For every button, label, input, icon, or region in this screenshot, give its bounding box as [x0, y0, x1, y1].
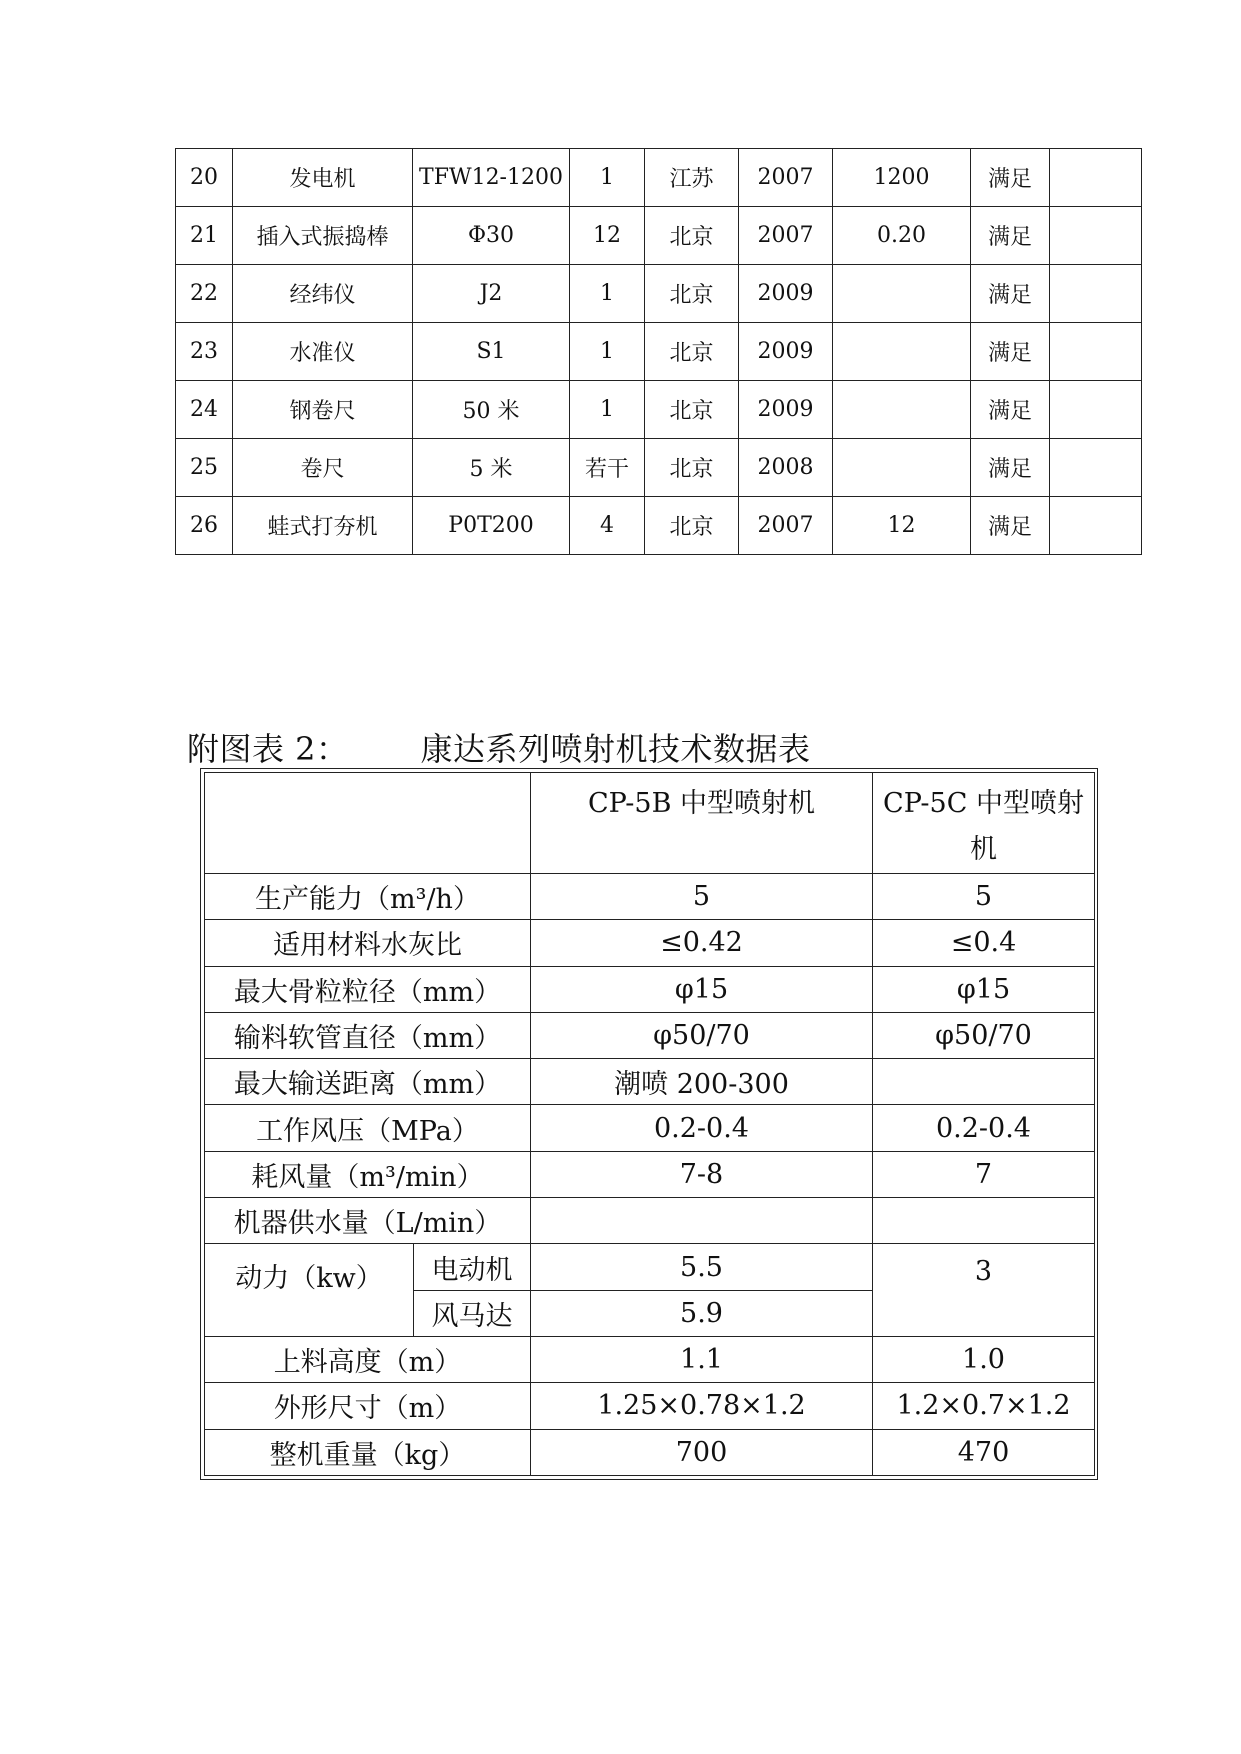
cell-qty: 若干 [570, 439, 645, 497]
table-row [205, 874, 1095, 920]
table-row [176, 381, 1142, 439]
cell-name: 水准仪 [233, 323, 413, 381]
table-row [205, 966, 1095, 1012]
cell-power: 0.20 [833, 207, 971, 265]
table-row [205, 1244, 1095, 1290]
cell-qty: 1 [570, 265, 645, 323]
row-label: 耗风量（m³/min） [205, 1151, 531, 1197]
cell-power: 12 [833, 497, 971, 555]
cell-cp5c: 0.2-0.4 [873, 1105, 1095, 1151]
cell-cp5b: φ15 [531, 966, 873, 1012]
power-label: 动力（kw） [205, 1244, 414, 1337]
table-row [176, 497, 1142, 555]
cell-year: 2007 [739, 207, 833, 265]
cell-power: 1200 [833, 149, 971, 207]
cell-cp5c [873, 1198, 1095, 1244]
cell-cp5b: 1.25×0.78×1.2 [531, 1383, 873, 1429]
cell-power [833, 323, 971, 381]
cell-cp5b: φ50/70 [531, 1012, 873, 1058]
cell-cp5b: 1.1 [531, 1336, 873, 1382]
cell-model: TFW12-1200 [413, 149, 570, 207]
cell-cp5b: 7-8 [531, 1151, 873, 1197]
cell-cp5c: 7 [873, 1151, 1095, 1197]
cell-note [1050, 497, 1142, 555]
row-label: 最大输送距离（mm） [205, 1059, 531, 1105]
row-label: 机器供水量（L/min） [205, 1198, 531, 1244]
cell-cp5c: 1.2×0.7×1.2 [873, 1383, 1095, 1429]
table-row [205, 1429, 1095, 1475]
cell-status: 满足 [971, 381, 1050, 439]
cell-year: 2009 [739, 381, 833, 439]
cell-model: P0T200 [413, 497, 570, 555]
table-row [205, 1336, 1095, 1382]
cell-qty: 4 [570, 497, 645, 555]
cell-cp5b: 700 [531, 1429, 873, 1475]
cell-status: 满足 [971, 207, 1050, 265]
caption-label: 附图表 2： [187, 730, 349, 768]
cell-cp5c: ≤0.4 [873, 920, 1095, 966]
table-row [176, 323, 1142, 381]
cell-origin: 北京 [645, 497, 739, 555]
cell-origin: 北京 [645, 439, 739, 497]
cell-note [1050, 207, 1142, 265]
cell-year: 2009 [739, 323, 833, 381]
row-label: 最大骨粒粒径（mm） [205, 966, 531, 1012]
cell-cp5c: 1.0 [873, 1336, 1095, 1382]
table-row [176, 207, 1142, 265]
table-row [176, 439, 1142, 497]
cell-cp5c: 5 [873, 874, 1095, 920]
cell-status: 满足 [971, 323, 1050, 381]
cell-origin: 江苏 [645, 149, 739, 207]
cell-note [1050, 381, 1142, 439]
cell-qty: 12 [570, 207, 645, 265]
cell-cp5b [531, 1198, 873, 1244]
cell-year: 2008 [739, 439, 833, 497]
cell-cp5b: 0.2-0.4 [531, 1105, 873, 1151]
cell-model: J2 [413, 265, 570, 323]
row-label: 生产能力（m³/h） [205, 874, 531, 920]
cell-qty: 1 [570, 323, 645, 381]
cell-power [833, 439, 971, 497]
table-caption [187, 724, 811, 770]
cell-qty: 1 [570, 149, 645, 207]
cell-model: 5 米 [413, 439, 570, 497]
cell-no: 25 [176, 439, 233, 497]
row-label: 整机重量（kg） [205, 1429, 531, 1475]
table-row [205, 1198, 1095, 1244]
cell-note [1050, 439, 1142, 497]
table-row [176, 149, 1142, 207]
cell-origin: 北京 [645, 323, 739, 381]
cell-cp5b: 5.5 [531, 1244, 873, 1290]
cell-origin: 北京 [645, 265, 739, 323]
cell-cp5b: 潮喷 200-300 [531, 1059, 873, 1105]
header-cp5b: CP-5B 中型喷射机 [531, 773, 873, 874]
table-row [205, 920, 1095, 966]
row-label: 输料软管直径（mm） [205, 1012, 531, 1058]
cell-model: Φ30 [413, 207, 570, 265]
caption-title: 康达系列喷射机技术数据表 [420, 730, 811, 768]
row-label: 外形尺寸（m） [205, 1383, 531, 1429]
power-air-motor-label: 风马达 [414, 1290, 531, 1336]
cell-status: 满足 [971, 497, 1050, 555]
spec-table [204, 772, 1095, 1476]
cell-power [833, 265, 971, 323]
cell-cp5b: ≤0.42 [531, 920, 873, 966]
cell-origin: 北京 [645, 381, 739, 439]
cell-cp5c [873, 1059, 1095, 1105]
cell-no: 24 [176, 381, 233, 439]
cell-no: 20 [176, 149, 233, 207]
cell-qty: 1 [570, 381, 645, 439]
cell-origin: 北京 [645, 207, 739, 265]
cell-no: 21 [176, 207, 233, 265]
cell-no: 23 [176, 323, 233, 381]
cell-cp5c: φ50/70 [873, 1012, 1095, 1058]
cell-note [1050, 265, 1142, 323]
equipment-table [175, 148, 1142, 555]
table-row [205, 1105, 1095, 1151]
cell-cp5c: 3 [873, 1244, 1095, 1337]
spec-table-frame [200, 768, 1098, 1480]
cell-power [833, 381, 971, 439]
cell-status: 满足 [971, 149, 1050, 207]
row-label: 适用材料水灰比 [205, 920, 531, 966]
cell-name: 钢卷尺 [233, 381, 413, 439]
cell-name: 卷尺 [233, 439, 413, 497]
cell-cp5b: 5 [531, 874, 873, 920]
cell-year: 2009 [739, 265, 833, 323]
cell-year: 2007 [739, 497, 833, 555]
row-label: 上料高度（m） [205, 1336, 531, 1382]
cell-model: S1 [413, 323, 570, 381]
cell-no: 22 [176, 265, 233, 323]
header-empty-cell [205, 773, 531, 874]
cell-note [1050, 323, 1142, 381]
cell-no: 26 [176, 497, 233, 555]
power-motor-label: 电动机 [414, 1244, 531, 1290]
row-label: 工作风压（MPa） [205, 1105, 531, 1151]
cell-cp5b: 5.9 [531, 1290, 873, 1336]
cell-status: 满足 [971, 265, 1050, 323]
table-row [205, 1151, 1095, 1197]
cell-year: 2007 [739, 149, 833, 207]
table-row [205, 1059, 1095, 1105]
table-row [205, 1012, 1095, 1058]
cell-status: 满足 [971, 439, 1050, 497]
cell-cp5c: 470 [873, 1429, 1095, 1475]
cell-name: 发电机 [233, 149, 413, 207]
cell-name: 插入式振捣棒 [233, 207, 413, 265]
table-row [176, 265, 1142, 323]
cell-name: 经纬仪 [233, 265, 413, 323]
cell-name: 蛙式打夯机 [233, 497, 413, 555]
table-row [205, 1383, 1095, 1429]
cell-cp5c: φ15 [873, 966, 1095, 1012]
cell-note [1050, 149, 1142, 207]
cell-model: 50 米 [413, 381, 570, 439]
header-cp5c: CP-5C 中型喷射机 [873, 773, 1095, 874]
table-header-row [205, 773, 1095, 874]
